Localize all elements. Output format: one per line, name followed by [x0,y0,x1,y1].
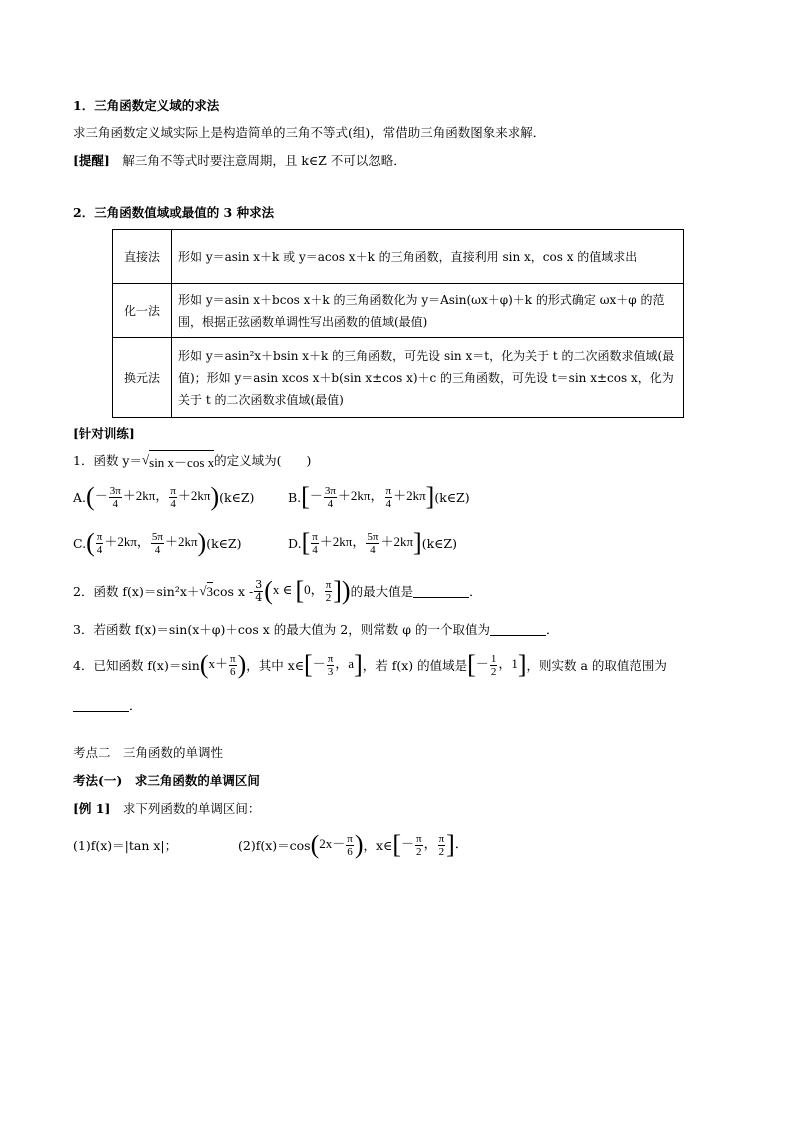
tip-label: [提醒] [73,153,110,168]
question-3: 3．若函数 f(x)＝sin(x＋φ)＋cos x 的最大值为 2，则常数 φ 的一个取值为 ． [73,622,559,637]
option-d[interactable]: D. [ $\frac{\pi}{4}$ ＋2kπ， $\frac{5\pi}{4}$ ＋2kπ] (k∈Z) [288,528,457,557]
q1-radicand: sin x－cos x [149,450,214,471]
method-heading: 考法(一) 求三角函数的单调区间 [73,773,260,788]
q1-stem: 1．函数 y＝ [73,453,142,468]
table-row [113,230,684,284]
method-name: 直接法 [113,230,172,284]
example-1 [73,801,260,817]
option-label: B. [288,489,302,505]
answer-blank[interactable] [413,585,469,598]
method-desc: 形如 y＝asin x＋bcos x＋k 的三角函数化为 y＝Asin(ωx＋φ)＋k 的形式确定 ωx＋φ 的范围，根据正弦函数单调性写出函数的值域(最值) [172,284,684,338]
option-label: A. [73,489,87,505]
question-4: 4．已知函数 f(x)＝sin (x＋ $\frac{\pi}{6}$ ) ，其中 x∈ [－ $\frac{\pi}{3}$ ，a] ，若 f(x) 的值域是 [－ $\frac{1}{2}$ ，1] ，则实数 a 的取值范围为 [73,650,667,679]
tip-text: 解三角不等式时要注意周期，且 k∈Z 不可以忽略． [109,153,406,168]
example-1-part-2: (2)f(x)＝cos (2x－ $\frac{\pi}{6}$ ) ，x∈ [－ $\frac{\pi}{2}$ ， $\frac{\pi}{2}$ ]． [238,830,468,859]
answer-blank[interactable] [73,699,129,712]
section2-heading: 2．三角函数值域或最值的 3 种求法 [73,205,275,220]
section1-body: 求三角函数定义域实际上是构造简单的三角不等式(组)，常借助三角函数图象来求解． [73,125,546,140]
method-name: 换元法 [113,338,172,418]
method-desc: 形如 y＝asin x＋k 或 y＝acos x＋k 的三角函数，直接利用 sin x，cos x 的值域求出 [172,230,684,284]
answer-blank[interactable] [490,623,546,636]
practice-label: [针对训练] [73,426,135,441]
option-label: C. [73,535,87,551]
question-2: 2．函数 f(x)＝sin²x＋ √ 3 cos x - $\frac{3}{4}$ (x ∈ [0， $\frac{\pi}{2}$ ]) 的最大值是 ． [73,576,482,605]
q1-stem-end: 的定义域为( ) [214,453,312,468]
table-row [113,338,684,418]
question-4-blank: ． [73,690,142,720]
methods-table [112,229,684,418]
example-label: [例 1] [73,801,111,816]
option-label: D. [288,535,302,551]
section1-heading: 1．三角函数定义域的求法 [73,98,220,113]
section3-heading: 考点二 三角函数的单调性 [73,745,224,760]
example-1-part-1: (1)f(x)＝|tan x|； [73,838,178,853]
example-text: 求下列函数的单调区间： [110,801,261,816]
option-a[interactable]: A. (－ $\frac{3\pi}{4}$ ＋2kπ， $\frac{\pi}{4}$ ＋2kπ) (k∈Z) [73,482,255,511]
method-name: 化一法 [113,284,172,338]
question-1: 1．函数 y＝ √ sin x－cos x 的定义域为( ) [73,445,311,475]
method-desc: 形如 y＝asin²x＋bsin x＋k 的三角函数，可先设 sin x＝t，化为关于 t 的二次函数求值域(最值)；形如 y＝asin xcos x＋b(sin x±cos x)＋c 的三角函数，可先设 t＝sin x±cos x，化为关于 t 的二次函数求值域(最值) [172,338,684,418]
table-row [113,284,684,338]
option-b[interactable]: B. [－ $\frac{3\pi}{4}$ ＋2kπ， $\frac{\pi}{4}$ ＋2kπ] (k∈Z) [288,482,470,511]
option-c[interactable]: C. ( $\frac{\pi}{4}$ ＋2kπ， $\frac{5\pi}{4}$ ＋2kπ) (k∈Z) [73,528,242,557]
section1-tip [73,153,406,169]
